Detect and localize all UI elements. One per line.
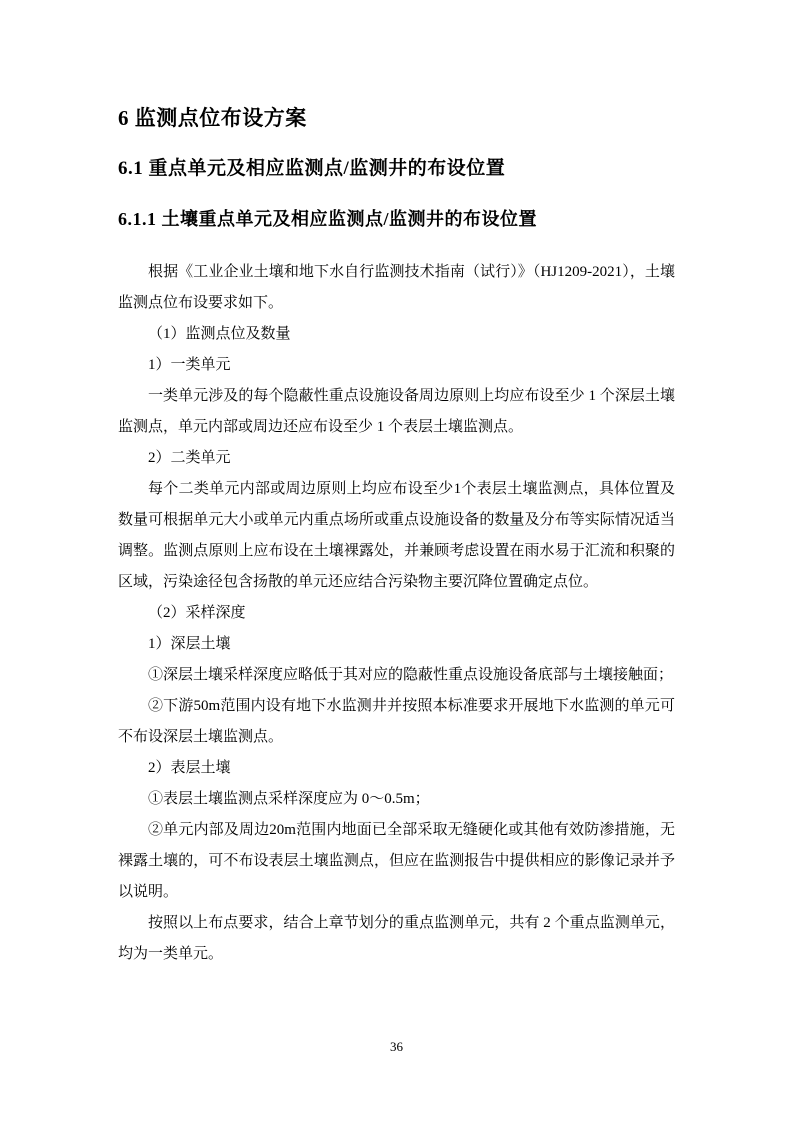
- document-content: [118, 106, 675, 970]
- paragraph-intro: 根据《工业企业土壤和地下水自行监测技术指南（试行）》（HJ1209-2021），土壤监测点位布设要求如下。: [118, 264, 675, 311]
- paragraph-class2-requirements: 每个二类单元内部或周边原则上均应布设至少1个表层土壤监测点，具体位置及数量可根据单元大小或单元内重点场所或重点设施设备的数量及分布等实际情况适当调整。监测点原则上应布设在土壤裸露处，并兼顾考虑设置在雨水易于汇流和积聚的区域，污染途径包含扬散的单元还应结合污染物主要沉降位置确定点位。: [118, 481, 675, 590]
- list-item-monitoring-points: （1）监测点位及数量: [148, 326, 291, 342]
- heading-subsection: 6.1.1 土壤重点单元及相应监测点/监测井的布设位置: [118, 209, 537, 229]
- heading-chapter: 6 监测点位布设方案: [118, 106, 307, 130]
- paragraph-conclusion: 按照以上布点要求，结合上章节划分的重点监测单元，共有 2 个重点监测单元，均为一类单元。: [118, 915, 675, 962]
- paragraph-surface-soil-1: ①表层土壤监测点采样深度应为 0～0.5m；: [148, 791, 430, 807]
- paragraph-deep-soil-2: ②下游50m范围内设有地下水监测井并按照本标准要求开展地下水监测的单元可不布设深层土壤监测点。: [118, 698, 675, 745]
- paragraph-surface-soil-2: ②单元内部及周边20m范围内地面已全部采取无缝硬化或其他有效防渗措施，无裸露土壤的，可不布设表层土壤监测点，但应在监测报告中提供相应的影像记录并予以说明。: [118, 822, 675, 900]
- paragraph-class1-requirements: 一类单元涉及的每个隐蔽性重点设施设备周边原则上均应布设至少 1 个深层土壤监测点，单元内部或周边还应布设至少 1 个表层土壤监测点。: [118, 388, 675, 435]
- list-item-sampling-depth: （2）采样深度: [148, 605, 246, 621]
- paragraph-deep-soil-1: ①深层土壤采样深度应略低于其对应的隐蔽性重点设施设备底部与土壤接触面；: [148, 667, 674, 683]
- list-item-surface-soil: 2）表层土壤: [148, 760, 231, 776]
- list-item-deep-soil: 1）深层土壤: [148, 636, 231, 652]
- heading-section: 6.1 重点单元及相应监测点/监测井的布设位置: [118, 158, 506, 179]
- list-item-class2-unit: 2）二类单元: [148, 450, 231, 466]
- list-item-class1-unit: 1）一类单元: [148, 357, 231, 373]
- page-number: 36: [390, 1039, 403, 1054]
